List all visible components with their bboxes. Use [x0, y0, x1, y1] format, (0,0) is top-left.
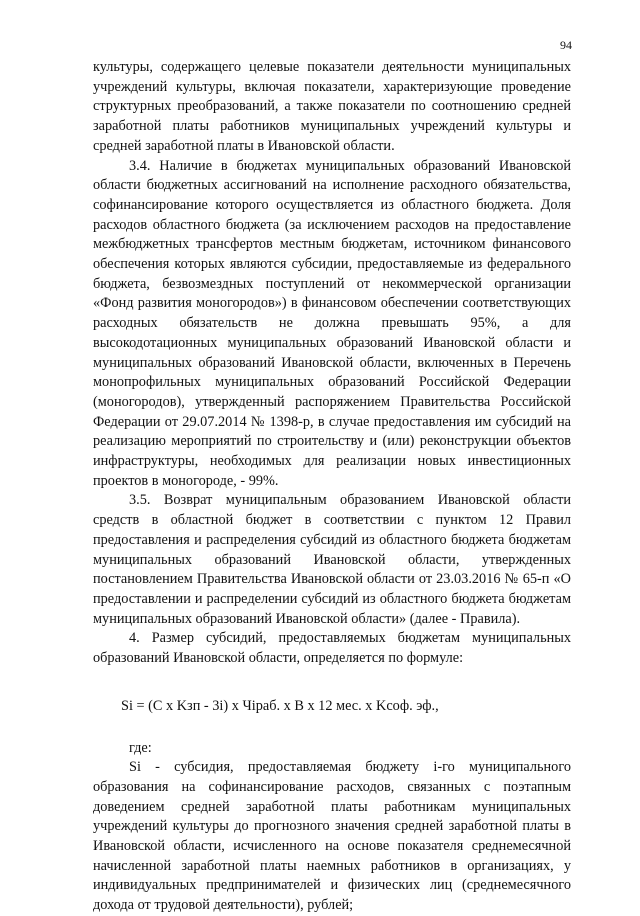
definition-si: Si - субсидия, предоставляемая бюджету i-го муниципального образования на софинансирование расходов, связанных с поэтапным доведением средней заработной платы работникам муниципальных учреждений культуры до прогнозного значения средней заработной платы в Ивановской области, исчисленного на основе показателя среднемесячной начисленной заработной платы наемных работников в организациях, у индивидуальных предпринимателей и физических лиц (среднемесячного дохода от трудовой деятельности), рублей;: [93, 759, 571, 914]
paragraph-3-5: 3.5. Возврат муниципальным образованием Ивановской области средств в областной бюджет в соответствии с пунктом 12 Правил предоставления и распределения субсидий из областного бюджета бюджетам муниципальных образований Ивановской области, утвержденных постановлением Правительства Ивановской области от 23.03.2016 № 65-п «О предоставлении и распределении субсидий из областного бюджета бюджетам муниципальных образований Ивановской области» (далее - Правила).: [93, 492, 571, 627]
paragraph-continuation: культуры, содержащего целевые показатели деятельности муниципальных учреждений культуры, включая показатели, характеризующие проведение структурных преобразований, а также показатели по соотношению средней заработной платы работников муниципальных учреждений культуры и средней заработной платы в Ивановской области.: [93, 59, 571, 154]
paragraph-3-4: 3.4. Наличие в бюджетах муниципальных образований Ивановской области бюджетных ассигнований на исполнение расходного обязательства, софинансирование которого осуществляется из областного бюджета. Доля расходов областного бюджета (за исключением расходов на предоставление межбюджетных трансфертов местным бюджетам, источником финансового обеспечения которых являются субсидии, предоставляемые из федерального бюджета, безвозмездных поступлений от некоммерческой организации «Фонд развития моногородов») в финансовом обеспечении соответствующих расходных обязательств не должна превышать 95%, а для высокодотационных муниципальных образований Ивановской области и муниципальных образований Ивановской области, включенных в Перечень монопрофильных муниципальных образований Российской Федерации (моногородов), утвержденный распоряжением Правительства Российской Федерации от 29.07.2014 № 1398-р, в случае предоставления им субсидий на реализацию мероприятий по строительству и (или) реконструкции объектов инфраструктуры, необходимых для реализации новых инвестиционных проектов в моногороде, - 99%.: [93, 157, 571, 489]
subsidy-formula: Si = (C x Kзп - 3i) x Чiраб. x B x 12 мес. x Kсоф. эф.,: [121, 697, 439, 714]
document-body: [93, 58, 571, 916]
where-label: где:: [129, 739, 152, 756]
page-number: 94: [560, 38, 572, 52]
paragraph-4: 4. Размер субсидий, предоставляемых бюджетам муниципальных образований Ивановской области, определяется по формуле:: [93, 630, 571, 667]
